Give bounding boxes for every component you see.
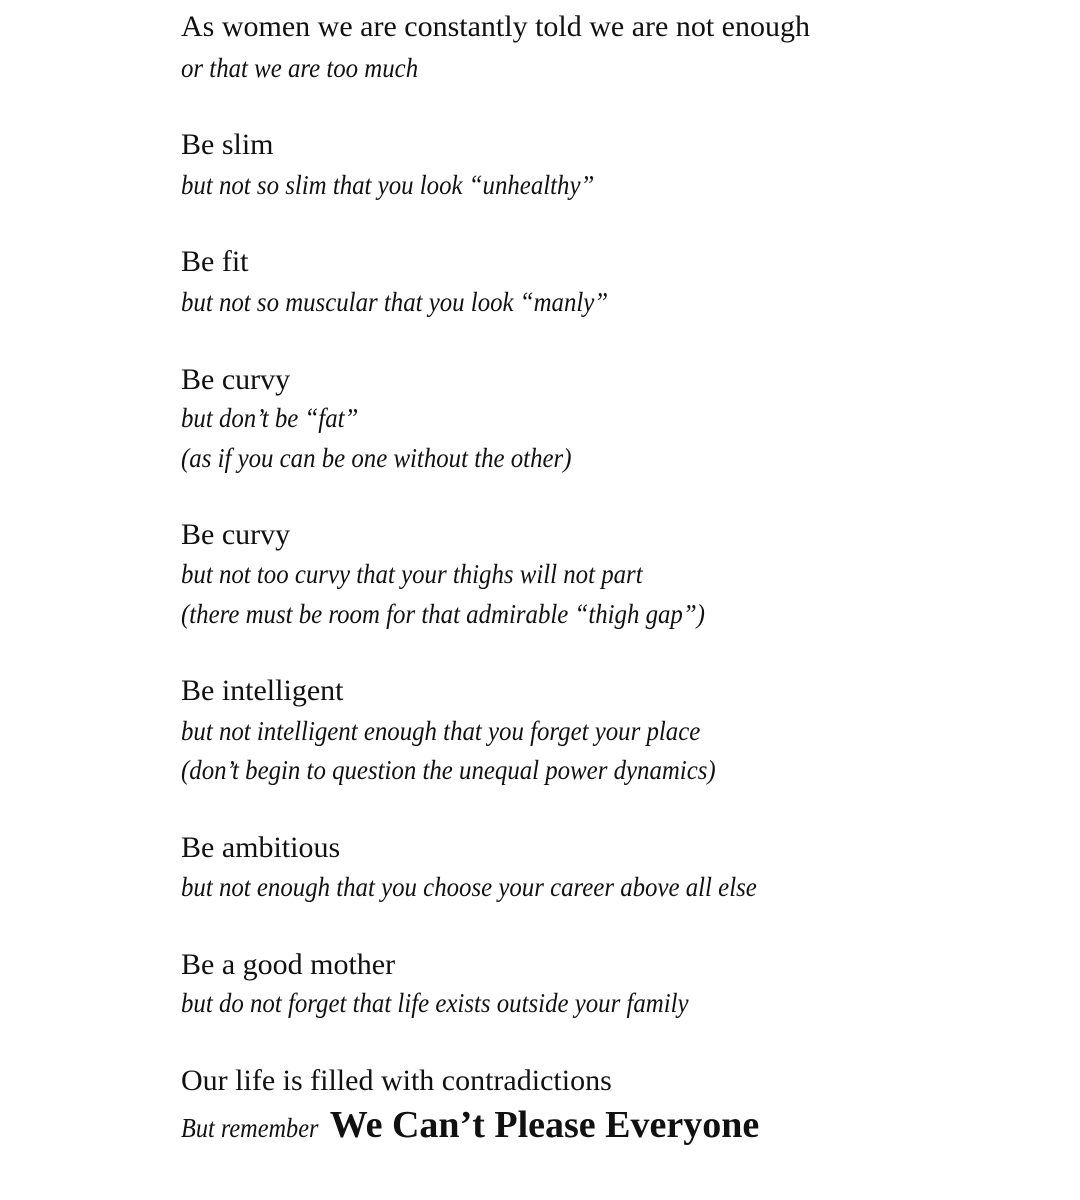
poem-line: but not so muscular that you look “manly” [181,287,609,317]
poem-line: but not intelligent enough that you forget your place [181,716,701,746]
poem-line: but not enough that you choose your career above all else [181,872,757,902]
poem-line: As women we are constantly told we are not enough [181,10,810,43]
closing-bold-phrase: We Can’t Please Everyone [329,1104,760,1146]
poem-line: but not too curvy that your thighs will not part [181,559,643,589]
closing-line: Our life is filled with contradictions [181,1064,612,1097]
poem-line: Be curvy [181,363,291,396]
poem-line: but not so slim that you look “unhealthy” [181,170,595,200]
poem-line: Be slim [181,128,274,161]
poem-line: (there must be room for that admirable “thigh gap”) [181,599,705,629]
poem-line: Be intelligent [181,674,344,707]
poem-line: (don’t begin to question the unequal power dynamics) [181,755,716,785]
closing-italic-phrase: But remember [181,1113,319,1143]
poem-line: (as if you can be one without the other) [181,443,572,473]
poem-line: Be curvy [181,518,291,551]
poem-line: but don’t be “fat” [181,403,359,433]
poem-line: but do not forget that life exists outside your family [181,988,689,1018]
poem-line: Be a good mother [181,948,396,981]
poem-line: Be fit [181,245,249,278]
closing-remember-line [181,1106,759,1144]
poem-line: Be ambitious [181,831,341,864]
poem-line: or that we are too much [181,53,419,83]
